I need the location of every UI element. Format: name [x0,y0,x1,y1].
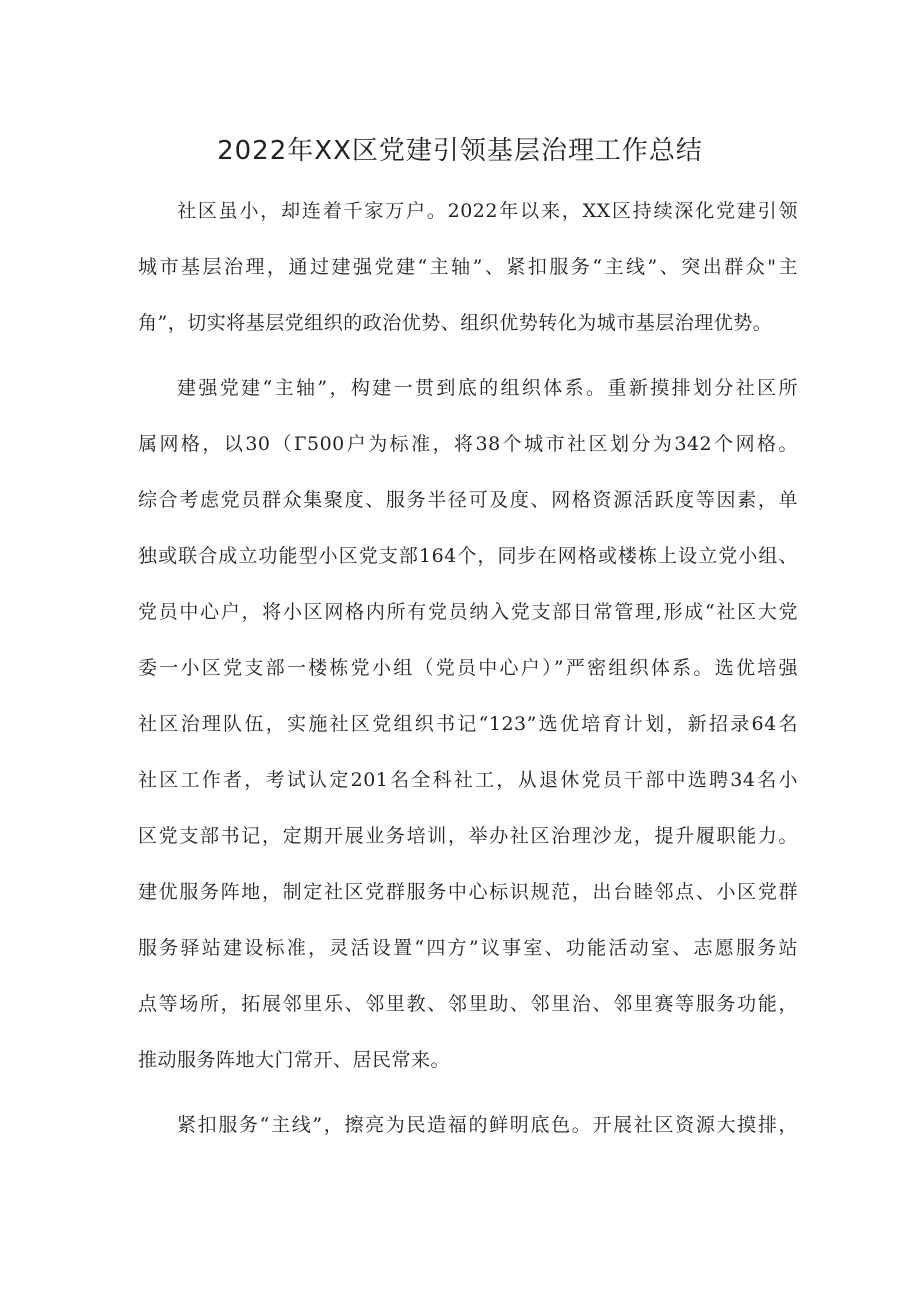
paragraph-line: 属网格，以30（Г500户为标准，将38个城市社区划分为342个网格。 [138,433,798,455]
paragraph-line: 社区工作者，考试认定201名全科社工，从退休党员干部中选聘34名小 [138,769,798,791]
paragraph-line: 紧扣服务“主线”，擦亮为民造福的鲜明底色。开展社区资源大摸排， [177,1114,798,1136]
paragraph-line: 建强党建“主轴”，构建一贯到底的组织体系。重新摸排划分社区所 [177,377,798,399]
paragraph-line: 建优服务阵地，制定社区党群服务中心标识规范，出台睦邻点、小区党群 [138,881,798,903]
paragraph-line: 城市基层治理，通过建强党建“主轴”、紧扣服务“主线”、突出群众"主 [138,256,798,278]
paragraph-line: 区党支部书记，定期开展业务培训，举办社区治理沙龙，提升履职能力。 [138,825,798,847]
paragraph-line: 推动服务阵地大门常开、居民常来。 [138,1049,451,1071]
page-title: 2022年XX区党建引领基层治理工作总结 [217,136,703,166]
paragraph-line: 角”，切实将基层党组织的政治优势、组织优势转化为城市基层治理优势。 [138,312,773,334]
paragraph-line: 委一小区党支部一楼栋党小组（党员中心户）”严密组织体系。选优培强 [138,657,798,679]
paragraph-line: 社区虽小，却连着千家万户。2022年以来，XX区持续深化党建引领 [177,200,798,222]
paragraph-line: 独或联合成立功能型小区党支部164个，同步在网格或楼栋上设立党小组、 [138,545,798,567]
paragraph-line: 社区治理队伍，实施社区党组织书记“123”选优培育计划，新招录64名 [138,713,798,735]
paragraph-line: 党员中心户，将小区网格内所有党员纳入党支部日常管理,形成“社区大党 [138,601,798,623]
paragraph-line: 服务驿站建设标准，灵活设置“四方”议事室、功能活动室、志愿服务站 [138,937,798,959]
paragraph-line: 综合考虑党员群众集聚度、服务半径可及度、网格资源活跃度等因素，单 [138,489,798,511]
paragraph-line: 点等场所，拓展邻里乐、邻里教、邻里助、邻里治、邻里赛等服务功能， [138,993,798,1015]
